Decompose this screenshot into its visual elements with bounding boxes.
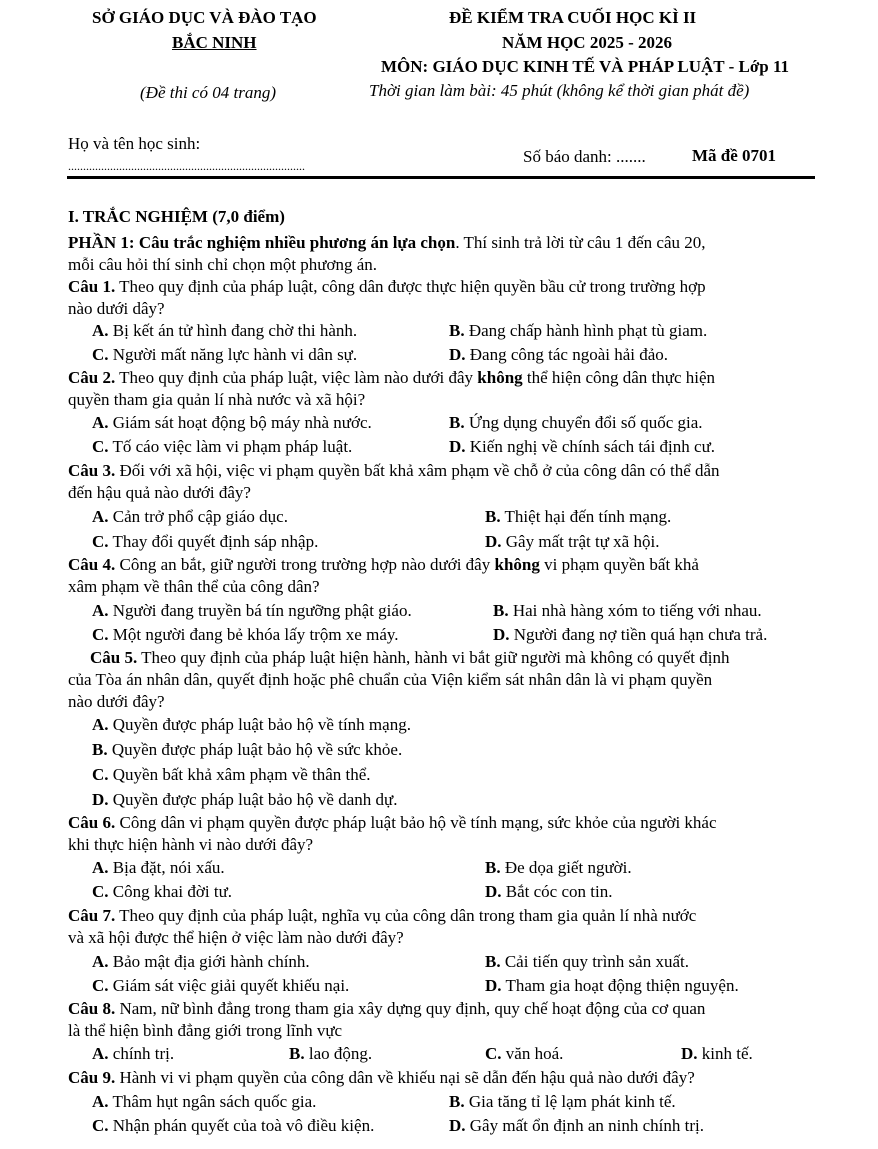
question-3-text: Đối với xã hội, việc vi phạm quyền bất khả xâm phạm về chỗ ở của công dân có thể dẫn bbox=[115, 461, 720, 480]
school-year: NĂM HỌC 2025 - 2026 bbox=[502, 33, 672, 52]
q2-option-c[interactable] bbox=[92, 436, 352, 457]
part1-instruction: . Thí sinh trả lời từ câu 1 đến câu 20, bbox=[455, 233, 706, 252]
option-letter: C. bbox=[92, 532, 109, 551]
question-4-emphasis: không bbox=[494, 555, 540, 574]
question-3-line2: đến hậu quả nào dưới đây? bbox=[68, 483, 251, 502]
question-2-line2: quyền tham gia quản lí nhà nước và xã hội? bbox=[68, 390, 366, 409]
option-letter: D. bbox=[449, 345, 466, 364]
option-text: Bảo mật địa giới hành chính. bbox=[112, 952, 310, 971]
q6-option-c[interactable] bbox=[92, 881, 232, 902]
q1-option-b[interactable] bbox=[449, 320, 707, 341]
question-8-line2: là thể hiện bình đẳng giới trong lĩnh vực bbox=[68, 1021, 343, 1040]
option-letter: C. bbox=[92, 765, 109, 784]
option-letter: A. bbox=[92, 1044, 109, 1063]
option-letter: D. bbox=[92, 790, 109, 809]
option-text: Người đang nợ tiền quá hạn chưa trả. bbox=[513, 625, 768, 644]
q6-option-d[interactable] bbox=[485, 881, 612, 902]
option-text: Hai nhà hàng xóm to tiếng với nhau. bbox=[512, 601, 762, 620]
option-text: Tố cáo việc làm vi phạm pháp luật. bbox=[112, 437, 353, 456]
option-letter: C. bbox=[92, 1116, 109, 1135]
q2-option-d[interactable] bbox=[449, 436, 715, 457]
exam-code: Mã đề 0701 bbox=[692, 146, 777, 165]
option-letter: A. bbox=[92, 413, 109, 432]
option-text: Quyền được pháp luật bảo hộ về danh dự. bbox=[112, 790, 398, 809]
q4-option-c[interactable] bbox=[92, 624, 399, 645]
option-text: Quyền bất khả xâm phạm về thân thể. bbox=[112, 765, 371, 784]
option-letter: D. bbox=[485, 882, 502, 901]
option-letter: C. bbox=[485, 1044, 502, 1063]
option-letter: A. bbox=[92, 321, 109, 340]
q9-option-b[interactable] bbox=[449, 1091, 676, 1112]
option-text: Bịa đặt, nói xấu. bbox=[112, 858, 225, 877]
question-4-line2: xâm phạm về thân thể của công dân? bbox=[68, 577, 320, 596]
question-6-line1 bbox=[68, 812, 717, 833]
q7-option-d[interactable] bbox=[485, 975, 739, 996]
option-text: Người đang truyền bá tín ngưỡng phật giáo. bbox=[112, 601, 412, 620]
option-letter: D. bbox=[485, 532, 502, 551]
question-6-number: Câu 6. bbox=[68, 813, 116, 832]
question-4-text: Công an bắt, giữ người trong trường hợp nào dưới đây bbox=[115, 555, 495, 574]
question-3-line1 bbox=[68, 460, 720, 481]
option-text: Kiến nghị về chính sách tái định cư. bbox=[469, 437, 716, 456]
question-2-number: Câu 2. bbox=[68, 368, 116, 387]
option-letter: B. bbox=[485, 952, 501, 971]
q7-option-c[interactable] bbox=[92, 975, 349, 996]
exam-title: ĐỀ KIỂM TRA CUỐI HỌC KÌ II bbox=[449, 8, 697, 27]
option-letter: B. bbox=[493, 601, 509, 620]
question-2-text: Theo quy định của pháp luật, việc làm nào dưới đây bbox=[115, 368, 478, 387]
q5-option-a[interactable] bbox=[92, 714, 411, 735]
student-name-label: Họ và tên học sinh: bbox=[68, 134, 201, 153]
header-rule bbox=[67, 176, 815, 179]
question-9-number: Câu 9. bbox=[68, 1068, 116, 1087]
question-6-line2: khi thực hiện hành vi nào dưới đây? bbox=[68, 835, 314, 854]
option-text: văn hoá. bbox=[505, 1044, 564, 1063]
candidate-number-label: Số báo danh: ....... bbox=[523, 147, 646, 166]
question-9-line1 bbox=[68, 1067, 695, 1088]
option-letter: B. bbox=[449, 321, 465, 340]
option-letter: D. bbox=[681, 1044, 698, 1063]
option-letter: C. bbox=[92, 437, 109, 456]
option-text: chính trị. bbox=[112, 1044, 175, 1063]
province-name: BẮC NINH bbox=[172, 33, 257, 52]
q8-option-d[interactable] bbox=[681, 1043, 753, 1064]
q3-option-a[interactable] bbox=[92, 506, 288, 527]
question-2-emphasis: không bbox=[477, 368, 523, 387]
option-text: Gia tăng tỉ lệ lạm phát kinh tế. bbox=[468, 1092, 676, 1111]
q8-option-c[interactable] bbox=[485, 1043, 563, 1064]
option-letter: B. bbox=[449, 1092, 465, 1111]
q4-option-a[interactable] bbox=[92, 600, 412, 621]
option-letter: B. bbox=[485, 858, 501, 877]
question-8-number: Câu 8. bbox=[68, 999, 116, 1018]
option-text: lao động. bbox=[308, 1044, 373, 1063]
option-letter: A. bbox=[92, 952, 109, 971]
question-4-text-end: vi phạm quyền bất khả bbox=[539, 555, 699, 574]
q5-option-b[interactable] bbox=[92, 739, 402, 760]
option-text: Công khai đời tư. bbox=[112, 882, 233, 901]
option-text: Bắt cóc con tin. bbox=[505, 882, 613, 901]
q1-option-a[interactable] bbox=[92, 320, 357, 341]
q4-option-d[interactable] bbox=[493, 624, 767, 645]
q5-option-c[interactable] bbox=[92, 764, 371, 785]
option-text: Quyền được pháp luật bảo hộ về sức khỏe. bbox=[111, 740, 403, 759]
q9-option-d[interactable] bbox=[449, 1115, 704, 1136]
option-letter: D. bbox=[485, 976, 502, 995]
q7-option-b[interactable] bbox=[485, 951, 689, 972]
option-text: Gây mất trật tự xã hội. bbox=[505, 532, 660, 551]
option-letter: B. bbox=[449, 413, 465, 432]
option-text: Cản trở phổ cập giáo dục. bbox=[112, 507, 288, 526]
question-5-line2: của Tòa án nhân dân, quyết định hoặc phê chuẩn của Viện kiểm sát nhân dân là vi phạm quyền bbox=[68, 670, 713, 689]
time-line: Thời gian làm bài: 45 phút (không kể thời gian phát đề) bbox=[369, 81, 750, 100]
question-9-text: Hành vi vi phạm quyền của công dân về khiếu nại sẽ dẫn đến hậu quả nào dưới đây? bbox=[115, 1068, 695, 1087]
question-1-number: Câu 1. bbox=[68, 277, 116, 296]
option-letter: D. bbox=[493, 625, 510, 644]
question-6-text: Công dân vi phạm quyền được pháp luật bảo hộ về tính mạng, sức khỏe của người khác bbox=[115, 813, 717, 832]
option-letter: A. bbox=[92, 601, 109, 620]
question-3-number: Câu 3. bbox=[68, 461, 116, 480]
question-5-number: Câu 5. bbox=[90, 648, 138, 667]
q3-option-d[interactable] bbox=[485, 531, 659, 552]
option-text: Một người đang bẻ khóa lấy trộm xe máy. bbox=[112, 625, 399, 644]
q9-option-a[interactable] bbox=[92, 1091, 316, 1112]
option-letter: B. bbox=[485, 507, 501, 526]
part1-intro bbox=[68, 232, 706, 253]
q1-option-d[interactable] bbox=[449, 344, 668, 365]
q7-option-a[interactable] bbox=[92, 951, 310, 972]
option-letter: B. bbox=[92, 740, 108, 759]
question-7-text: Theo quy định của pháp luật, nghĩa vụ của công dân trong tham gia quản lí nhà nước bbox=[115, 906, 697, 925]
question-7-line2: và xã hội được thể hiện ở việc làm nào dưới đây? bbox=[68, 928, 404, 947]
question-1-line2: nào dưới dây? bbox=[68, 299, 165, 318]
option-text: Ứng dụng chuyển đổi số quốc gia. bbox=[468, 413, 703, 432]
option-text: Đang chấp hành hình phạt tù giam. bbox=[468, 321, 708, 340]
question-2-line1 bbox=[68, 367, 715, 388]
q5-option-d[interactable] bbox=[92, 789, 398, 810]
question-8-text: Nam, nữ bình đẳng trong tham gia xây dựng quy định, quy chế hoạt động của cơ quan bbox=[115, 999, 706, 1018]
option-text: Cải tiến quy trình sản xuất. bbox=[504, 952, 689, 971]
question-5-text: Theo quy định của pháp luật hiện hành, hành vi bắt giữ người mà không có quyết định bbox=[137, 648, 730, 667]
option-text: Người mất năng lực hành vi dân sự. bbox=[112, 345, 358, 364]
option-letter: C. bbox=[92, 882, 109, 901]
option-text: Gây mất ổn định an ninh chính trị. bbox=[469, 1116, 704, 1135]
option-text: Nhận phán quyết của toà vô điều kiện. bbox=[112, 1116, 375, 1135]
student-name-dots: ............................................................................... bbox=[68, 159, 305, 173]
q3-option-c[interactable] bbox=[92, 531, 318, 552]
q6-option-a[interactable] bbox=[92, 857, 225, 878]
q8-option-b[interactable] bbox=[289, 1043, 372, 1064]
q3-option-b[interactable] bbox=[485, 506, 671, 527]
option-letter: A. bbox=[92, 1092, 109, 1111]
option-letter: A. bbox=[92, 858, 109, 877]
question-4-line1 bbox=[68, 554, 699, 575]
option-letter: C. bbox=[92, 625, 109, 644]
q2-option-b[interactable] bbox=[449, 412, 703, 433]
part1-title: PHẦN 1: Câu trắc nghiệm nhiều phương án lựa chọn bbox=[68, 233, 456, 252]
q4-option-b[interactable] bbox=[493, 600, 762, 621]
option-letter: A. bbox=[92, 507, 109, 526]
option-text: Giám sát việc giải quyết khiếu nại. bbox=[112, 976, 350, 995]
option-text: Giám sát hoạt động bộ máy nhà nước. bbox=[112, 413, 372, 432]
option-letter: C. bbox=[92, 345, 109, 364]
option-text: Đang công tác ngoài hải đảo. bbox=[469, 345, 669, 364]
department-name: SỞ GIÁO DỤC VÀ ĐÀO TẠO bbox=[92, 8, 317, 27]
question-1-text: Theo quy định của pháp luật, công dân được thực hiện quyền bầu cử trong trường hợp bbox=[115, 277, 706, 296]
question-4-number: Câu 4. bbox=[68, 555, 116, 574]
option-letter: B. bbox=[289, 1044, 305, 1063]
q6-option-b[interactable] bbox=[485, 857, 632, 878]
option-text: Thâm hụt ngân sách quốc gia. bbox=[112, 1092, 317, 1111]
option-letter: D. bbox=[449, 1116, 466, 1135]
question-7-number: Câu 7. bbox=[68, 906, 116, 925]
pages-note: (Đề thi có 04 trang) bbox=[140, 83, 276, 102]
option-text: Bị kết án tử hình đang chờ thi hành. bbox=[112, 321, 358, 340]
section-title: I. TRẮC NGHIỆM (7,0 điểm) bbox=[68, 207, 285, 226]
option-text: Tham gia hoạt động thiện nguyện. bbox=[505, 976, 739, 995]
option-text: Quyền được pháp luật bảo hộ về tính mạng. bbox=[112, 715, 411, 734]
option-text: Đe dọa giết người. bbox=[504, 858, 632, 877]
question-1-line1 bbox=[68, 276, 706, 297]
q2-option-a[interactable] bbox=[92, 412, 372, 433]
q1-option-c[interactable] bbox=[92, 344, 357, 365]
option-letter: D. bbox=[449, 437, 466, 456]
question-2-text-end: thể hiện công dân thực hiện bbox=[522, 368, 716, 387]
question-5-line1 bbox=[90, 647, 729, 668]
question-7-line1 bbox=[68, 905, 696, 926]
question-8-line1 bbox=[68, 998, 705, 1019]
q9-option-c[interactable] bbox=[92, 1115, 374, 1136]
option-text: Thiệt hại đến tính mạng. bbox=[504, 507, 672, 526]
question-5-line3: nào dưới đây? bbox=[68, 692, 165, 711]
option-letter: A. bbox=[92, 715, 109, 734]
option-letter: C. bbox=[92, 976, 109, 995]
subject-line: MÔN: GIÁO DỤC KINH TẾ VÀ PHÁP LUẬT - Lớp 11 bbox=[381, 57, 790, 76]
option-text: Thay đổi quyết định sáp nhập. bbox=[112, 532, 319, 551]
part1-instruction-line2: mỗi câu hỏi thí sinh chỉ chọn một phương án. bbox=[68, 255, 378, 274]
q8-option-a[interactable] bbox=[92, 1043, 174, 1064]
option-text: kinh tế. bbox=[701, 1044, 753, 1063]
